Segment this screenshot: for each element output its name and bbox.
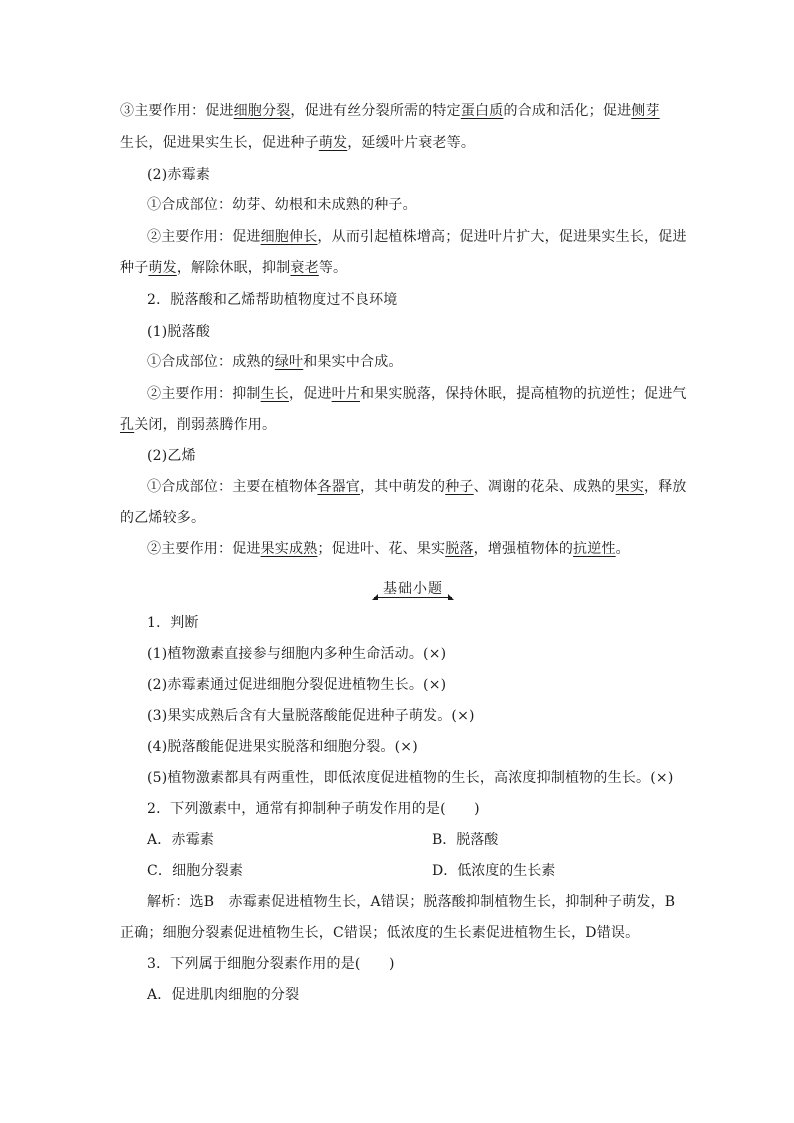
question-stem: 2．下列激素中，通常有抑制种子萌发作用的是( ) — [147, 801, 480, 817]
underlined-term: 细胞伸长 — [260, 229, 318, 245]
text-run: ，促进 — [289, 386, 332, 402]
text-run: ，延缓叶片衰老等。 — [347, 135, 476, 151]
text-line — [120, 258, 680, 278]
text-line — [120, 133, 680, 153]
text-run: ①合成部位：主要在植物体 — [147, 479, 318, 495]
analysis-text: 解析：选B 赤霉素促进植物生长，A错误；脱落酸抑制植物生长，抑制种子萌发，B — [147, 894, 676, 910]
subsection-heading: (2)乙烯 — [147, 448, 196, 464]
text-line: ①合成部位：幼芽、幼根和未成熟的种子。 — [147, 197, 417, 213]
text-line — [147, 352, 707, 372]
text-run: ，增强植物体的 — [473, 541, 574, 557]
text-line — [147, 227, 707, 247]
underlined-term: 果实 — [615, 479, 645, 495]
text-run: 的合成和活化；促进 — [503, 103, 632, 119]
underlined-term: 抗逆性 — [573, 541, 616, 557]
option-d: D．低浓度的生长素 — [432, 863, 556, 879]
subsection-heading: (2)赤霉素 — [147, 167, 211, 183]
option-a: A．促进肌肉细胞的分裂 — [147, 987, 300, 1003]
question-stem: 3．下列属于细胞分裂素作用的是( ) — [147, 956, 395, 972]
underlined-term: 细胞分裂 — [233, 103, 291, 119]
underlined-term: 萌发 — [318, 135, 348, 151]
text-run: 等。 — [318, 260, 348, 276]
text-run: ，其中萌发的 — [360, 479, 446, 495]
underlined-term: 各器官 — [317, 479, 361, 495]
text-run: 关闭，削弱蒸腾作用。 — [134, 417, 277, 433]
text-line — [147, 384, 707, 404]
question-title: 1．判断 — [147, 615, 199, 631]
text-run: ，解除休眠，抑制 — [176, 260, 291, 276]
text-run: 生长，促进果实生长，促进种子 — [120, 135, 319, 151]
text-line — [120, 101, 680, 121]
underlined-term: 种子 — [445, 479, 474, 495]
underlined-term: 脱落 — [445, 541, 474, 557]
text-run: ②主要作用：促进 — [147, 229, 261, 245]
text-run: ②主要作用：抑制 — [147, 386, 261, 402]
option-b: B．脱落酸 — [432, 832, 499, 848]
underlined-term: 绿叶 — [274, 354, 304, 370]
subsection-heading: (1)脱落酸 — [147, 324, 211, 340]
judgment-item: (2)赤霉素通过促进细胞分裂促进植物生长。(×) — [147, 677, 447, 693]
text-run: 。 — [615, 541, 630, 557]
underlined-term: 果实成熟 — [260, 541, 318, 557]
option-c: C．细胞分裂素 — [147, 863, 244, 879]
text-line — [147, 539, 707, 559]
judgment-item: (3)果实成熟后含有大量脱落酸能促进种子萌发。(×) — [147, 708, 475, 724]
text-run: 和果实脱落，保持休眠，提高植物的抗逆性；促进气 — [360, 386, 687, 402]
text-line — [147, 477, 707, 497]
underlined-term: 孔 — [120, 417, 135, 433]
text-line: 的乙烯较多。 — [120, 510, 206, 526]
section-heading: 2．脱落酸和乙烯帮助植物度过不良环境 — [147, 292, 398, 308]
analysis-text: 正确；细胞分裂素促进植物生长，C错误；低浓度的生长素促进植物生长，D错误。 — [120, 925, 640, 941]
text-line — [120, 415, 680, 435]
underlined-term: 叶片 — [331, 386, 361, 402]
text-run: ，释放 — [644, 479, 687, 495]
judgment-item: (4)脱落酸能促进果实脱落和细胞分裂。(×) — [147, 739, 418, 755]
text-run: ，促进有丝分裂所需的特定 — [290, 103, 461, 119]
text-run: 、凋谢的花朵、成熟的 — [473, 479, 616, 495]
banner-title: 基础小题 — [383, 581, 443, 597]
underlined-term: 衰老 — [290, 260, 319, 276]
text-run: 和果实中合成。 — [303, 354, 403, 370]
judgment-item: (1)植物激素直接参与细胞内多种生命活动。(×) — [147, 646, 447, 662]
text-run: ，从而引起植株增高；促进叶片扩大，促进果实生长，促进 — [317, 229, 687, 245]
underlined-term: 蛋白质 — [460, 103, 504, 119]
banner-corner-right — [448, 594, 454, 600]
underlined-term: 萌发 — [148, 260, 177, 276]
text-run: ②主要作用：促进 — [147, 541, 261, 557]
judgment-item: (5)植物激素都具有两重性，即低浓度促进植物的生长，高浓度抑制植物的生长。(×) — [147, 770, 674, 786]
text-run: ①合成部位：成熟的 — [147, 354, 275, 370]
option-a: A．赤霉素 — [147, 832, 215, 848]
underlined-term: 生长 — [260, 386, 290, 402]
text-run: ；促进叶、花、果实 — [317, 541, 446, 557]
underlined-term: 侧芽 — [631, 103, 660, 119]
text-run: ③主要作用：促进 — [120, 103, 234, 119]
text-run: 种子 — [120, 260, 149, 276]
section-banner — [372, 576, 454, 600]
